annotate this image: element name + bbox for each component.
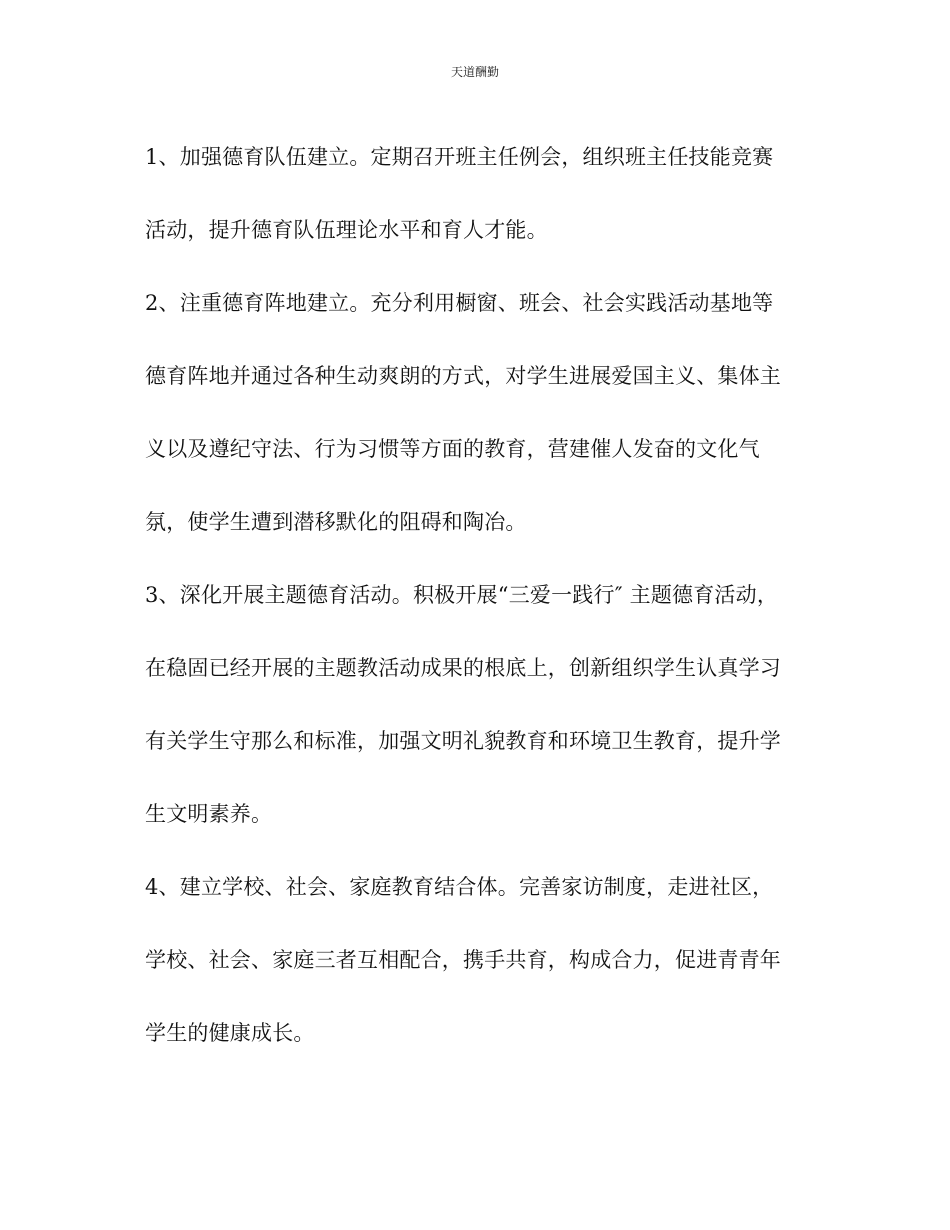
page-header: 天道酬勤 xyxy=(450,65,499,79)
text-line: 学生的健康成长。 xyxy=(145,1021,315,1045)
text-line: 有关学生守那么和标准，加强文明礼貌教育和环境卫生教育，提升学 xyxy=(145,729,781,753)
text-line: 2、注重德育阵地建立。充分利用橱窗、班会、社会实践活动基地等 xyxy=(145,291,774,315)
text-line: 1、加强德育队伍建立。定期召开班主任例会，组织班主任技能竞赛 xyxy=(145,145,774,169)
text-line: 活动，提升德育队伍理论水平和育人才能。 xyxy=(145,218,548,242)
text-line: 氛，使学生遭到潜移默化的阻碍和陶冶。 xyxy=(145,510,527,534)
text-line: 德育阵地并通过各种生动爽朗的方式，对学生进展爱国主义、集体主 xyxy=(145,364,781,388)
text-line: 在稳固已经开展的主题教活动成果的根底上，创新组织学生认真学习 xyxy=(145,656,781,680)
text-line: 生文明素养。 xyxy=(145,802,273,826)
text-line: 3、深化开展主题德育活动。积极开展“三爱一践行″ 主题德育活动， xyxy=(145,583,779,607)
text-line: 4、建立学校、社会、家庭教育结合体。完善家访制度，走进社区， xyxy=(145,875,774,899)
text-line: 学校、社会、家庭三者互相配合，携手共育，构成合力，促进青青年 xyxy=(145,948,781,972)
text-line: 义以及遵纪守法、行为习惯等方面的教育，营建催人发奋的文化气 xyxy=(145,437,760,461)
document-body xyxy=(145,134,825,1083)
